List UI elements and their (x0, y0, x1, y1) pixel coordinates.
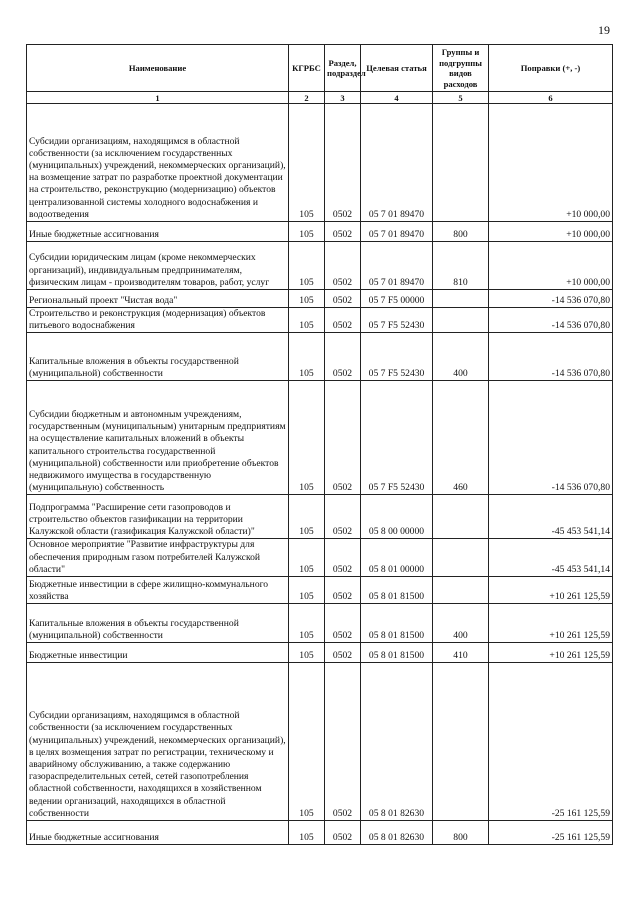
row-group: 800 (433, 821, 489, 845)
row-group: 400 (433, 604, 489, 643)
row-kgrbs: 105 (289, 663, 325, 821)
row-article: 05 7 01 89470 (361, 222, 433, 242)
row-group (433, 495, 489, 539)
row-group: 400 (433, 333, 489, 381)
row-name: Капитальные вложения в объекты государственной (муниципальной) собственности (27, 333, 289, 381)
row-name: Бюджетные инвестиции (27, 643, 289, 663)
row-article: 05 8 01 82630 (361, 821, 433, 845)
row-amount: +10 261 125,59 (489, 604, 613, 643)
row-kgrbs: 105 (289, 333, 325, 381)
column-number: 5 (433, 92, 489, 104)
header-groups: Группы и подгруппы видов расходов (433, 45, 489, 92)
page-number: 19 (598, 23, 610, 37)
row-amount: -14 536 070,80 (489, 308, 613, 333)
table-row (27, 539, 613, 577)
row-amount: +10 261 125,59 (489, 577, 613, 604)
row-section: 0502 (325, 604, 361, 643)
row-kgrbs: 105 (289, 643, 325, 663)
row-section: 0502 (325, 381, 361, 495)
row-section: 0502 (325, 821, 361, 845)
row-section: 0502 (325, 643, 361, 663)
row-name: Основное мероприятие "Развитие инфраструктуры для обеспечения природным газом потребителей Калужской области" (27, 539, 289, 577)
row-kgrbs: 105 (289, 604, 325, 643)
row-article: 05 8 01 81500 (361, 577, 433, 604)
row-amount: +10 000,00 (489, 242, 613, 290)
column-number: 2 (289, 92, 325, 104)
row-section: 0502 (325, 495, 361, 539)
row-section: 0502 (325, 539, 361, 577)
row-amount: -14 536 070,80 (489, 290, 613, 308)
column-numbers-row (27, 92, 613, 104)
row-amount: -25 161 125,59 (489, 663, 613, 821)
header-kgrbs: КГРБС (289, 45, 325, 92)
row-name: Подпрограмма "Расширение сети газопроводов и строительство объектов газификации на территории Калужской области (газификация Калужской области)" (27, 495, 289, 539)
table-row (27, 577, 613, 604)
table-row (27, 821, 613, 845)
row-article: 05 8 01 81500 (361, 604, 433, 643)
column-number: 1 (27, 92, 289, 104)
row-group (433, 104, 489, 222)
row-article: 05 8 01 81500 (361, 643, 433, 663)
table-row (27, 643, 613, 663)
table-row (27, 104, 613, 222)
row-amount: +10 000,00 (489, 104, 613, 222)
row-section: 0502 (325, 242, 361, 290)
row-kgrbs: 105 (289, 242, 325, 290)
row-group (433, 308, 489, 333)
row-article: 05 7 F5 52430 (361, 333, 433, 381)
row-article: 05 7 F5 52430 (361, 381, 433, 495)
row-section: 0502 (325, 577, 361, 604)
row-section: 0502 (325, 222, 361, 242)
row-kgrbs: 105 (289, 539, 325, 577)
row-amount: -45 453 541,14 (489, 539, 613, 577)
row-group (433, 290, 489, 308)
column-number: 3 (325, 92, 361, 104)
row-section: 0502 (325, 104, 361, 222)
row-name: Капитальные вложения в объекты государственной (муниципальной) собственности (27, 604, 289, 643)
header-amendments: Поправки (+, -) (489, 45, 613, 92)
header-article: Целевая статья (361, 45, 433, 92)
row-group: 810 (433, 242, 489, 290)
column-number: 4 (361, 92, 433, 104)
row-kgrbs: 105 (289, 495, 325, 539)
row-name: Субсидии бюджетным и автономным учреждениям, государственным (муниципальным) унитарным предприятиям на осуществление капитальных вложений в объекты капитального строительства государственной (муниципальной) собственности или приобретение объектов недвижимого имущества в государственную (муниципальную) собственность (27, 381, 289, 495)
table-row (27, 242, 613, 290)
row-amount: -14 536 070,80 (489, 333, 613, 381)
row-article: 05 8 01 00000 (361, 539, 433, 577)
row-kgrbs: 105 (289, 821, 325, 845)
table-row (27, 495, 613, 539)
row-article: 05 7 01 89470 (361, 104, 433, 222)
row-name: Субсидии организациям, находящимся в областной собственности (за исключением государственных (муниципальных) учреждений, некоммерческих организаций), в целях возмещения затрат по регистрации, техническому и аварийному обслуживанию, а также содержанию газораспределительных сетей, сетей газопотребления областной собственности, находящихся в хозяйственном ведении организаций, находящихся в областной собственности (27, 663, 289, 821)
row-kgrbs: 105 (289, 104, 325, 222)
row-article: 05 7 01 89470 (361, 242, 433, 290)
row-section: 0502 (325, 308, 361, 333)
row-article: 05 7 F5 52430 (361, 308, 433, 333)
row-section: 0502 (325, 290, 361, 308)
row-name: Субсидии юридическим лицам (кроме некоммерческих организаций), индивидуальным предпринимателям, физическим лицам - производителям товаров, работ, услуг (27, 242, 289, 290)
table-row (27, 333, 613, 381)
row-article: 05 8 00 00000 (361, 495, 433, 539)
header-section: Раздел, подраздел (325, 45, 361, 92)
row-kgrbs: 105 (289, 290, 325, 308)
row-name: Строительство и реконструкция (модернизация) объектов питьевого водоснабжения (27, 308, 289, 333)
row-amount: +10 000,00 (489, 222, 613, 242)
row-name: Бюджетные инвестиции в сфере жилищно-коммунального хозяйства (27, 577, 289, 604)
budget-table (26, 44, 613, 845)
header-name: Наименование (27, 45, 289, 92)
row-group (433, 577, 489, 604)
row-amount: -14 536 070,80 (489, 381, 613, 495)
column-number: 6 (489, 92, 613, 104)
row-group: 800 (433, 222, 489, 242)
row-kgrbs: 105 (289, 577, 325, 604)
row-kgrbs: 105 (289, 308, 325, 333)
table-row (27, 222, 613, 242)
row-name: Иные бюджетные ассигнования (27, 222, 289, 242)
row-name: Региональный проект "Чистая вода" (27, 290, 289, 308)
row-section: 0502 (325, 333, 361, 381)
table-row (27, 663, 613, 821)
table-row (27, 308, 613, 333)
row-amount: +10 261 125,59 (489, 643, 613, 663)
row-group: 410 (433, 643, 489, 663)
table-row (27, 604, 613, 643)
row-group (433, 663, 489, 821)
row-group: 460 (433, 381, 489, 495)
row-name: Субсидии организациям, находящимся в областной собственности (за исключением государственных (муниципальных) учреждений, некоммерческих организаций), на возмещение затрат по разработке проектной документации на строительство, реконструкцию (модернизацию) объектов централизованной системы холодного водоснабжения и водоотведения (27, 104, 289, 222)
row-section: 0502 (325, 663, 361, 821)
table-row (27, 290, 613, 308)
row-kgrbs: 105 (289, 381, 325, 495)
header-row (27, 45, 613, 92)
row-article: 05 7 F5 00000 (361, 290, 433, 308)
row-group (433, 539, 489, 577)
table-row (27, 381, 613, 495)
row-name: Иные бюджетные ассигнования (27, 821, 289, 845)
row-article: 05 8 01 82630 (361, 663, 433, 821)
row-kgrbs: 105 (289, 222, 325, 242)
row-amount: -45 453 541,14 (489, 495, 613, 539)
row-amount: -25 161 125,59 (489, 821, 613, 845)
